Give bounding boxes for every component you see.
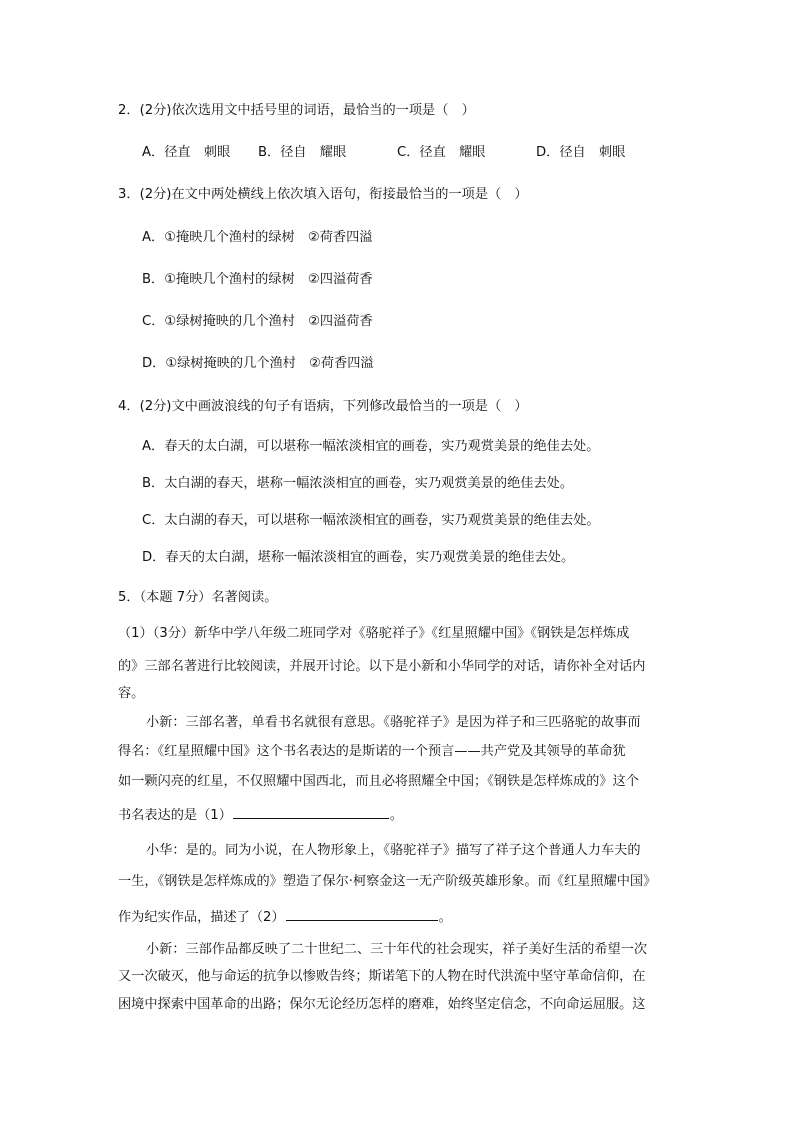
- answer-prompt-2: 作为纪实作品，描述了（2）: [118, 910, 285, 925]
- period: 。: [389, 808, 404, 823]
- q2-option-a: A．径直 刺眼: [142, 145, 231, 160]
- dialogue-xiaoxin-line: 如一颗闪亮的红星，不仅照耀中国西北，而且必将照耀全中国；《钢铁是怎样炼成的》这个: [118, 774, 639, 789]
- q4-option-b: B．太白湖的春天，堪称一幅浓淡相宜的画卷，实乃观赏美景的绝佳去处。: [142, 476, 574, 491]
- dialogue-xiaoxin2-line: 小新：三部作品都反映了二十世纪二、三十年代的社会现实，祥子美好生活的希望一次: [146, 942, 648, 957]
- answer-prompt-1: 书名表达的是（1）: [118, 808, 232, 823]
- q3-stem: 3．(2分)在文中两处横线上依次填入语句，衔接最恰当的一项是（ ）: [118, 187, 528, 202]
- q4-stem: 4．(2分)文中画波浪线的句子有语病，下列修改最恰当的一项是（ ）: [118, 399, 528, 414]
- q4-option-d: D．春天的太白湖，堪称一幅浓淡相宜的画卷，实乃观赏美景的绝佳去处。: [142, 550, 575, 565]
- q4-option-c: C．太白湖的春天，可以堪称一幅浓淡相宜的画卷，实乃观赏美景的绝佳去处。: [142, 513, 600, 528]
- q5-sub1-line: （1）（3分）新华中学八年级二班同学对《骆驼祥子》《红星照耀中国》《钢铁是怎样炼成: [118, 626, 630, 641]
- q3-option-c: C．①绿树掩映的几个渔村 ②四溢荷香: [142, 314, 373, 329]
- dialogue-xiaoxin2-line: 困境中探索中国革命的出路；保尔无论经历怎样的磨难，始终坚定信念，不向命运屈服。这: [118, 997, 646, 1012]
- q3-option-b: B．①掩映几个渔村的绿树 ②四溢荷香: [142, 272, 373, 287]
- dialogue-xiaoxin-line: 小新：三部名著，单看书名就很有意思。《骆驼祥子》是因为祥子和三匹骆驼的故事而: [146, 715, 641, 730]
- dialogue-xiaoxin2-line: 又一次破灭，他与命运的抗争以惨败告终；斯诺笔下的人物在时代洪流中坚守革命信仰，在: [118, 969, 646, 984]
- q3-option-d: D．①绿树掩映的几个渔村 ②荷香四溢: [142, 356, 374, 371]
- dialogue-xiaohua-answer-line: [118, 908, 452, 927]
- q2-option-c: C．径直 耀眼: [397, 145, 486, 160]
- dialogue-xiaoxin-answer-line: [118, 806, 403, 825]
- q5-sub1-line: 容。: [118, 686, 145, 701]
- q5-sub1-line: 的》三部名著进行比较阅读，并展开讨论。以下是小新和小华同学的对话，请你补全对话内: [118, 659, 646, 674]
- q4-option-a: A．春天的太白湖，可以堪称一幅浓淡相宜的画卷，实乃观赏美景的绝佳去处。: [142, 439, 600, 454]
- q2-option-d: D．径自 刺眼: [536, 145, 626, 160]
- q5-stem: 5．（本题 7分）名著阅读。: [118, 590, 278, 605]
- q2-option-b: B．径自 耀眼: [258, 145, 347, 160]
- dialogue-xiaohua-line: 一生，《钢铁是怎样炼成的》塑造了保尔·柯察金这一无产阶级英雄形象。而《红星照耀中国》: [118, 874, 657, 889]
- q2-stem: 2．(2分)依次选用文中括号里的词语，最恰当的一项是（ ）: [118, 103, 475, 118]
- period: 。: [438, 910, 452, 925]
- dialogue-xiaohua-line: 小华：是的。同为小说，在人物形象上，《骆驼祥子》描写了祥子这个普通人力车夫的: [146, 843, 641, 858]
- answer-blank-2[interactable]: [286, 908, 438, 921]
- answer-blank-1[interactable]: [233, 806, 389, 819]
- q3-option-a: A．①掩映几个渔村的绿树 ②荷香四溢: [142, 230, 373, 245]
- dialogue-xiaoxin-line: 得名：《红星照耀中国》这个书名表达的是斯诺的一个预言——共产党及其领导的革命犹: [118, 744, 626, 759]
